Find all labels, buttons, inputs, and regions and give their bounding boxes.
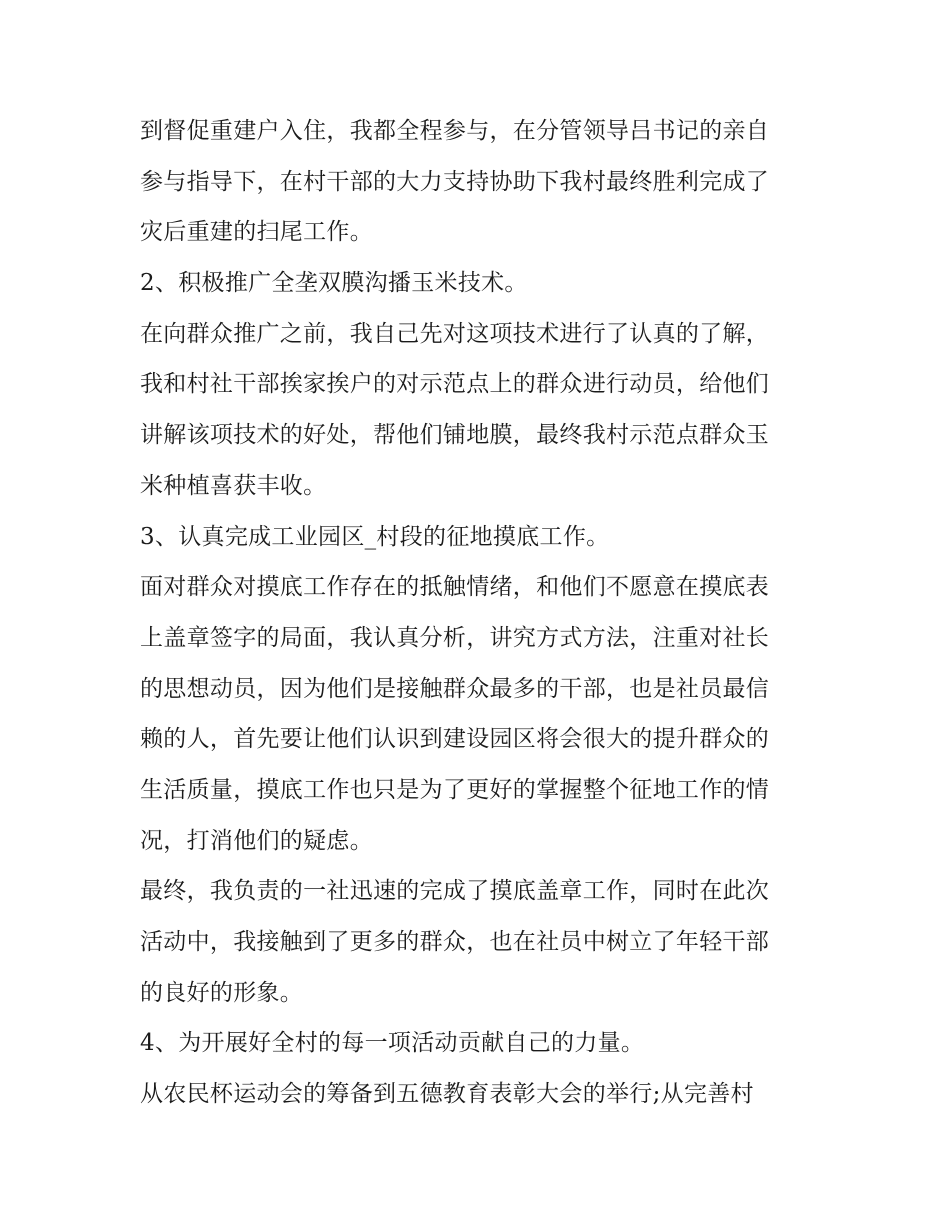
text-line: 参与指导下，在村干部的大力支持协助下我村最终胜利完成了 (140, 168, 770, 195)
document-body (140, 106, 820, 1120)
text-line: 在向群众推广之前，我自己先对这项技术进行了认真的了解， (140, 320, 770, 347)
text-line: 的思想动员，因为他们是接触群众最多的干部，也是社员最信 (140, 675, 770, 702)
text-line: 生活质量，摸底工作也只是为了更好的掌握整个征地工作的情 (140, 776, 770, 803)
text-line: 上盖章签字的局面，我认真分析，讲究方式方法，注重对社长 (140, 624, 770, 651)
text-line: 到督促重建户入住，我都全程参与，在分管领导吕书记的亲自 (140, 118, 770, 144)
text-line: 最终，我负责的一社迅速的完成了摸底盖章工作，同时在此次 (140, 878, 770, 905)
text-line: 的良好的形象。 (140, 979, 304, 1006)
text-line: 从农民杯运动会的筹备到五德教育表彰大会的举行;从完善村 (140, 1081, 754, 1108)
text-line: 赖的人，首先要让他们认识到建设园区将会很大的提升群众的 (140, 726, 770, 753)
section-heading: 2、积极推广全垄双膜沟播玉米技术。 (140, 270, 528, 297)
text-line: 况，打消他们的疑虑。 (140, 827, 373, 854)
section-heading: 3、认真完成工业园区_村段的征地摸底工作。 (140, 523, 610, 550)
text-line: 米种植喜获丰收。 (140, 472, 327, 499)
text-line: 讲解该项技术的好处，帮他们铺地膜，最终我村示范点群众玉 (140, 422, 770, 449)
section-heading: 4、为开展好全村的每一项活动贡献自己的力量。 (140, 1030, 645, 1057)
text-line: 灾后重建的扫尾工作。 (140, 219, 373, 246)
text-line: 我和村社干部挨家挨户的对示范点上的群众进行动员，给他们 (140, 371, 770, 398)
text-line: 活动中，我接触到了更多的群众，也在社员中树立了年轻干部 (140, 929, 770, 955)
text-line: 面对群众对摸底工作存在的抵触情绪，和他们不愿意在摸底表 (140, 574, 770, 601)
